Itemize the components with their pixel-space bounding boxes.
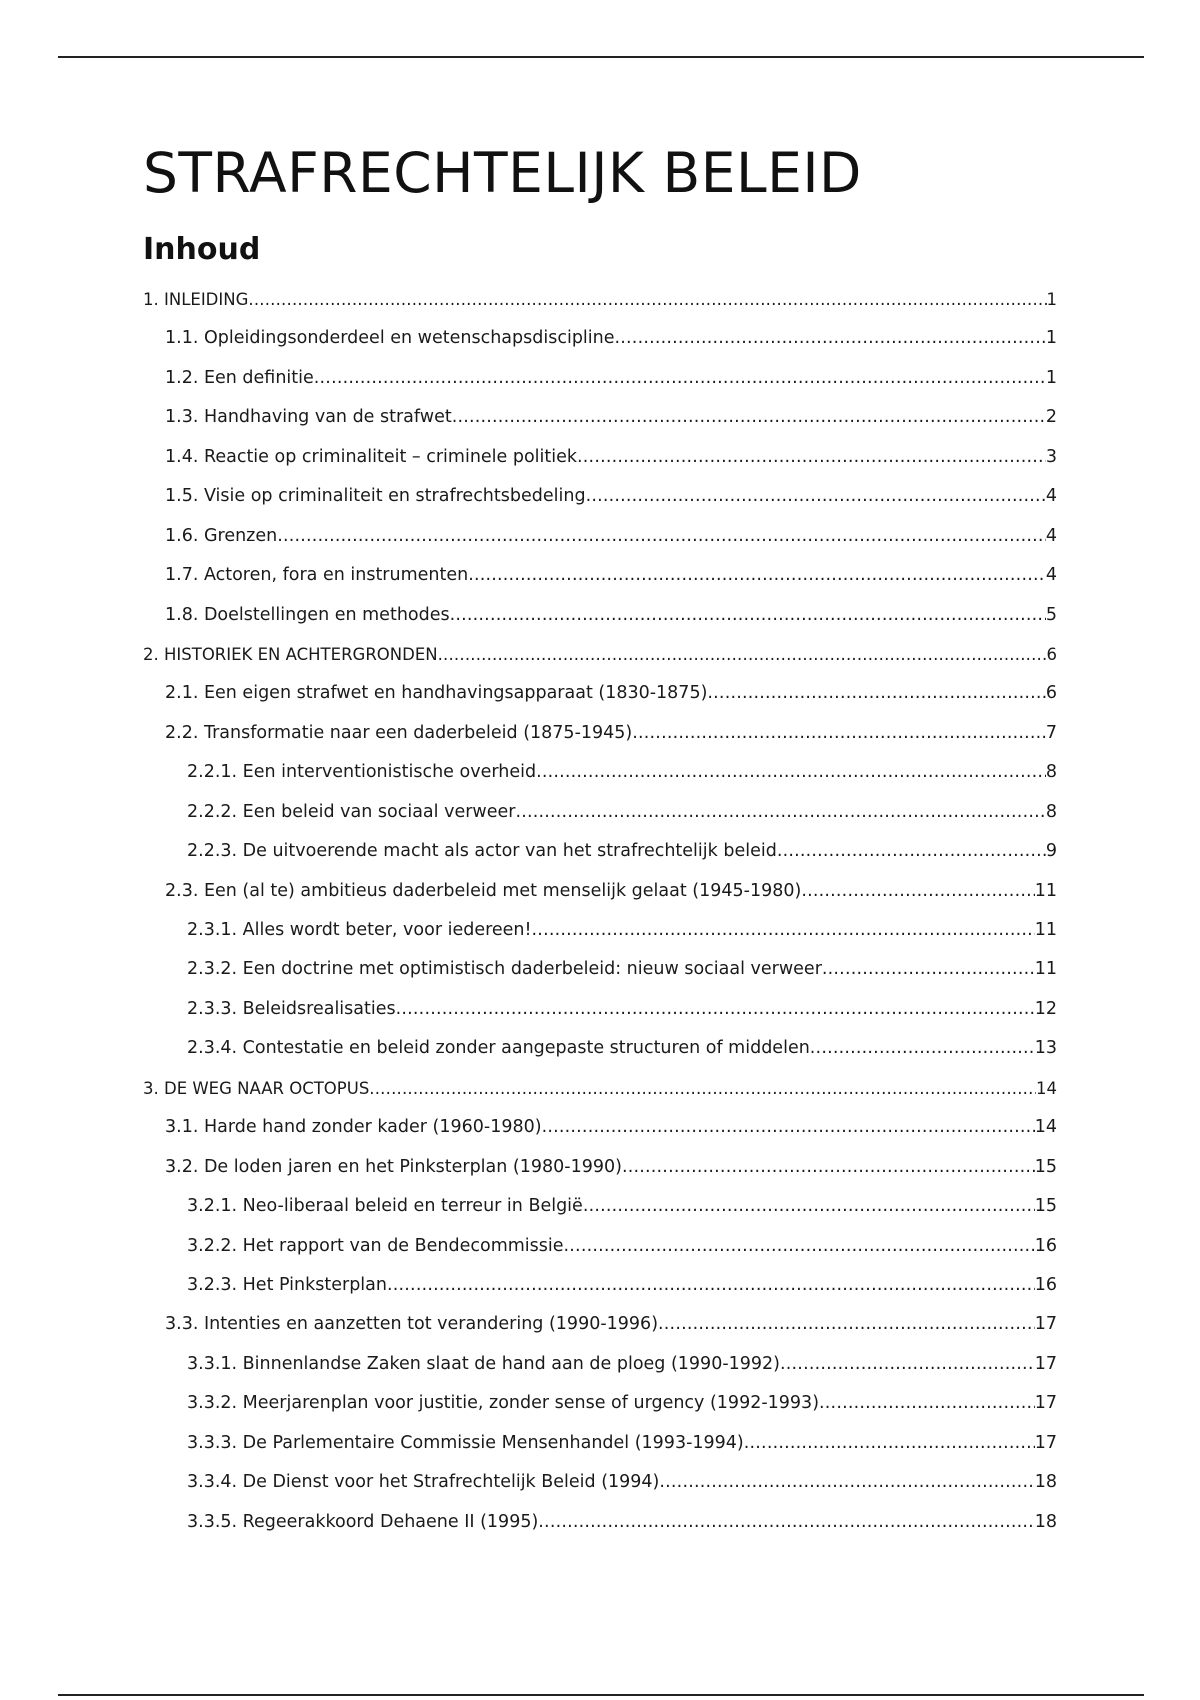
toc-page-number: 1 [1045, 367, 1057, 388]
toc-entry-title: 2.3. Een (al te) ambitieus daderbeleid met menselijk gelaat (1945-1980) [165, 880, 802, 901]
toc-entry-title: 3.3.4. De Dienst voor het Strafrechtelijk Beleid (1994) [187, 1472, 660, 1493]
toc-dot-leader [450, 596, 1046, 635]
toc-entry-title: 3.3. Intenties en aanzetten tot verandering (1990-1996) [165, 1314, 659, 1335]
toc-page-number: 8 [1045, 762, 1057, 783]
toc-page-number: 16 [1034, 1274, 1057, 1295]
toc-entry[interactable] [0, 1266, 1200, 1305]
toc-entry-title: 1.8. Doelstellingen en methodes [165, 604, 450, 625]
toc-entry[interactable] [0, 556, 1200, 595]
toc-entry-title: 1.5. Visie op criminaliteit en strafrechtsbedeling [165, 486, 586, 507]
toc-entry-title: 2.2.2. Een beleid van sociaal verweer [187, 801, 516, 822]
toc-dot-leader [586, 477, 1046, 516]
footer-rule [58, 1694, 1144, 1696]
header-rule [58, 56, 1144, 58]
toc-entry[interactable] [0, 832, 1200, 871]
toc-dot-leader [468, 556, 1046, 595]
toc-page-number: 15 [1034, 1156, 1057, 1177]
toc-page-number: 9 [1045, 841, 1057, 862]
toc-entry[interactable] [0, 280, 1200, 319]
toc-page-number: 14 [1036, 1078, 1057, 1098]
toc-entry-title: 1.7. Actoren, fora en instrumenten [165, 565, 469, 586]
toc-dot-leader [632, 714, 1046, 753]
toc-dot-leader [515, 793, 1045, 832]
toc-dot-leader [314, 359, 1046, 398]
toc-dot-leader [369, 1069, 1036, 1108]
toc-page-number: 5 [1045, 604, 1057, 625]
toc-page-number: 18 [1034, 1472, 1057, 1493]
toc-page-number: 16 [1034, 1235, 1057, 1256]
toc-entry-title: 3.2. De loden jaren en het Pinksterplan (1980-1990) [165, 1156, 622, 1177]
toc-entry-title: 3.3.5. Regeerakkoord Dehaene II (1995) [187, 1511, 539, 1532]
toc-entry[interactable] [0, 517, 1200, 556]
toc-entry[interactable] [0, 872, 1200, 911]
toc-dot-leader [396, 990, 1035, 1029]
toc-page-number: 11 [1034, 959, 1057, 980]
toc-page-number: 4 [1045, 486, 1057, 507]
toc-entry-title: 1. INLEIDING [143, 290, 249, 309]
toc-entry[interactable] [0, 1108, 1200, 1147]
toc-page-number: 17 [1034, 1393, 1057, 1414]
toc-dot-leader [583, 1187, 1035, 1226]
toc-entry[interactable] [0, 1424, 1200, 1463]
toc-entry[interactable] [0, 1069, 1200, 1108]
toc-entry[interactable] [0, 674, 1200, 713]
toc-entry[interactable] [0, 596, 1200, 635]
toc-entry[interactable] [0, 753, 1200, 792]
toc-entry-title: 2.3.4. Contestatie en beleid zonder aangepaste structuren of middelen [187, 1038, 810, 1059]
toc-dot-leader [780, 1345, 1035, 1384]
toc-dot-leader [452, 398, 1046, 437]
document-title: STRAFRECHTELIJK BELEID [143, 141, 862, 205]
toc-page-number: 8 [1045, 801, 1057, 822]
toc-dot-leader [658, 1305, 1035, 1344]
toc-entry-title: 3.2.1. Neo-liberaal beleid en terreur in België [187, 1196, 583, 1217]
toc-entry[interactable] [0, 1227, 1200, 1266]
toc-page-number: 17 [1034, 1314, 1057, 1335]
toc-page-number: 14 [1034, 1117, 1057, 1138]
toc-page-number: 11 [1034, 880, 1057, 901]
toc-dot-leader [577, 438, 1046, 477]
toc-dot-leader [659, 1463, 1034, 1502]
toc-page-number: 3 [1045, 446, 1057, 467]
toc-entry-title: 1.6. Grenzen [165, 525, 278, 546]
toc-entry[interactable] [0, 398, 1200, 437]
toc-entry-title: 3.2.2. Het rapport van de Bendecommissie [187, 1235, 564, 1256]
toc-entry-title: 2.3.2. Een doctrine met optimistisch daderbeleid: nieuw sociaal verweer [187, 959, 822, 980]
toc-page-number: 6 [1046, 644, 1057, 664]
toc-page-number: 6 [1045, 683, 1057, 704]
toc-dot-leader [801, 872, 1034, 911]
toc-entry-title: 2.2. Transformatie naar een daderbeleid (1875-1945) [165, 722, 633, 743]
toc-entry[interactable] [0, 911, 1200, 950]
toc-entry[interactable] [0, 1503, 1200, 1542]
toc-entry-title: 2.3.1. Alles wordt beter, voor iedereen! [187, 920, 532, 940]
toc-entry-title: 3.1. Harde hand zonder kader (1960-1980) [165, 1117, 542, 1138]
toc-page-number: 1 [1046, 290, 1057, 309]
toc-dot-leader [744, 1424, 1035, 1463]
toc-entry-title: 3. DE WEG NAAR OCTOPUS [143, 1078, 370, 1098]
toc-entry-title: 3.3.2. Meerjarenplan voor justitie, zonder sense of urgency (1992-1993) [187, 1393, 820, 1414]
toc-entry-title: 2.2.1. Een interventionistische overheid [187, 762, 537, 783]
toc-page-number: 1 [1045, 328, 1057, 349]
toc-entry[interactable] [0, 477, 1200, 516]
toc-entry-title: 1.3. Handhaving van de strafwet [165, 407, 452, 428]
toc-dot-leader [536, 753, 1046, 792]
toc-dot-leader [564, 1227, 1035, 1266]
toc-heading: Inhoud [143, 232, 261, 267]
toc-page-number: 13 [1034, 1038, 1057, 1059]
toc-dot-leader [538, 1503, 1034, 1542]
toc-page-number: 4 [1045, 525, 1057, 546]
toc-entry-title: 3.3.3. De Parlementaire Commissie Mensenhandel (1993-1994) [187, 1432, 744, 1453]
toc-page-number: 12 [1034, 998, 1057, 1019]
toc-entry-title: 1.2. Een definitie [165, 367, 314, 388]
toc-entry[interactable] [0, 950, 1200, 989]
toc-entry-title: 2.2.3. De uitvoerende macht als actor van het strafrechtelijk beleid [187, 841, 777, 862]
toc-entry-title: 3.2.3. Het Pinksterplan [187, 1274, 387, 1295]
toc-entry[interactable] [0, 1148, 1200, 1187]
toc-page-number: 7 [1045, 722, 1057, 743]
toc-entry-title: 3.3.1. Binnenlandse Zaken slaat de hand aan de ploeg (1990-1992) [187, 1353, 781, 1374]
toc-page-number: 4 [1045, 565, 1057, 586]
toc-entry[interactable] [0, 1305, 1200, 1344]
toc-dot-leader [277, 517, 1046, 556]
toc-entry-title: 2. HISTORIEK EN ACHTERGRONDEN [143, 644, 438, 664]
toc-dot-leader [248, 280, 1046, 319]
toc-dot-leader [532, 911, 1035, 950]
toc-entry-title: 1.1. Opleidingsonderdeel en wetenschapsdiscipline [165, 328, 615, 349]
toc-page-number: 17 [1034, 1353, 1057, 1374]
toc-dot-leader [615, 319, 1046, 358]
toc-entry[interactable] [0, 1345, 1200, 1384]
toc-entry[interactable] [0, 1384, 1200, 1423]
toc-entry[interactable] [0, 319, 1200, 358]
toc-entry[interactable] [0, 990, 1200, 1029]
toc-page-number: 2 [1045, 407, 1057, 428]
toc-entry[interactable] [0, 359, 1200, 398]
toc-entry[interactable] [0, 1463, 1200, 1502]
toc-dot-leader [622, 1148, 1035, 1187]
toc-page-number: 17 [1034, 1432, 1057, 1453]
toc-dot-leader [542, 1108, 1035, 1147]
toc-entry-title: 1.4. Reactie op criminaliteit – criminele politiek [165, 446, 578, 467]
toc-page-number: 11 [1034, 920, 1057, 940]
toc-dot-leader [819, 1384, 1035, 1423]
toc-entry[interactable] [0, 635, 1200, 674]
toc-entry-title: 2.1. Een eigen strafwet en handhavingsapparaat (1830-1875) [165, 683, 708, 704]
toc-page-number: 18 [1034, 1511, 1057, 1532]
toc-page-number: 15 [1034, 1196, 1057, 1217]
toc-dot-leader [777, 832, 1046, 871]
toc-entry[interactable] [0, 714, 1200, 753]
toc-dot-leader [810, 1029, 1035, 1068]
toc-entry[interactable] [0, 793, 1200, 832]
toc-dot-leader [707, 674, 1045, 713]
toc-dot-leader [438, 635, 1047, 674]
toc-entry[interactable] [0, 1187, 1200, 1226]
toc-dot-leader [387, 1266, 1035, 1305]
table-of-contents [0, 280, 1200, 1542]
toc-entry-title: 2.3.3. Beleidsrealisaties [187, 998, 396, 1019]
toc-entry[interactable] [0, 1029, 1200, 1068]
toc-dot-leader [822, 950, 1035, 989]
toc-entry[interactable] [0, 438, 1200, 477]
